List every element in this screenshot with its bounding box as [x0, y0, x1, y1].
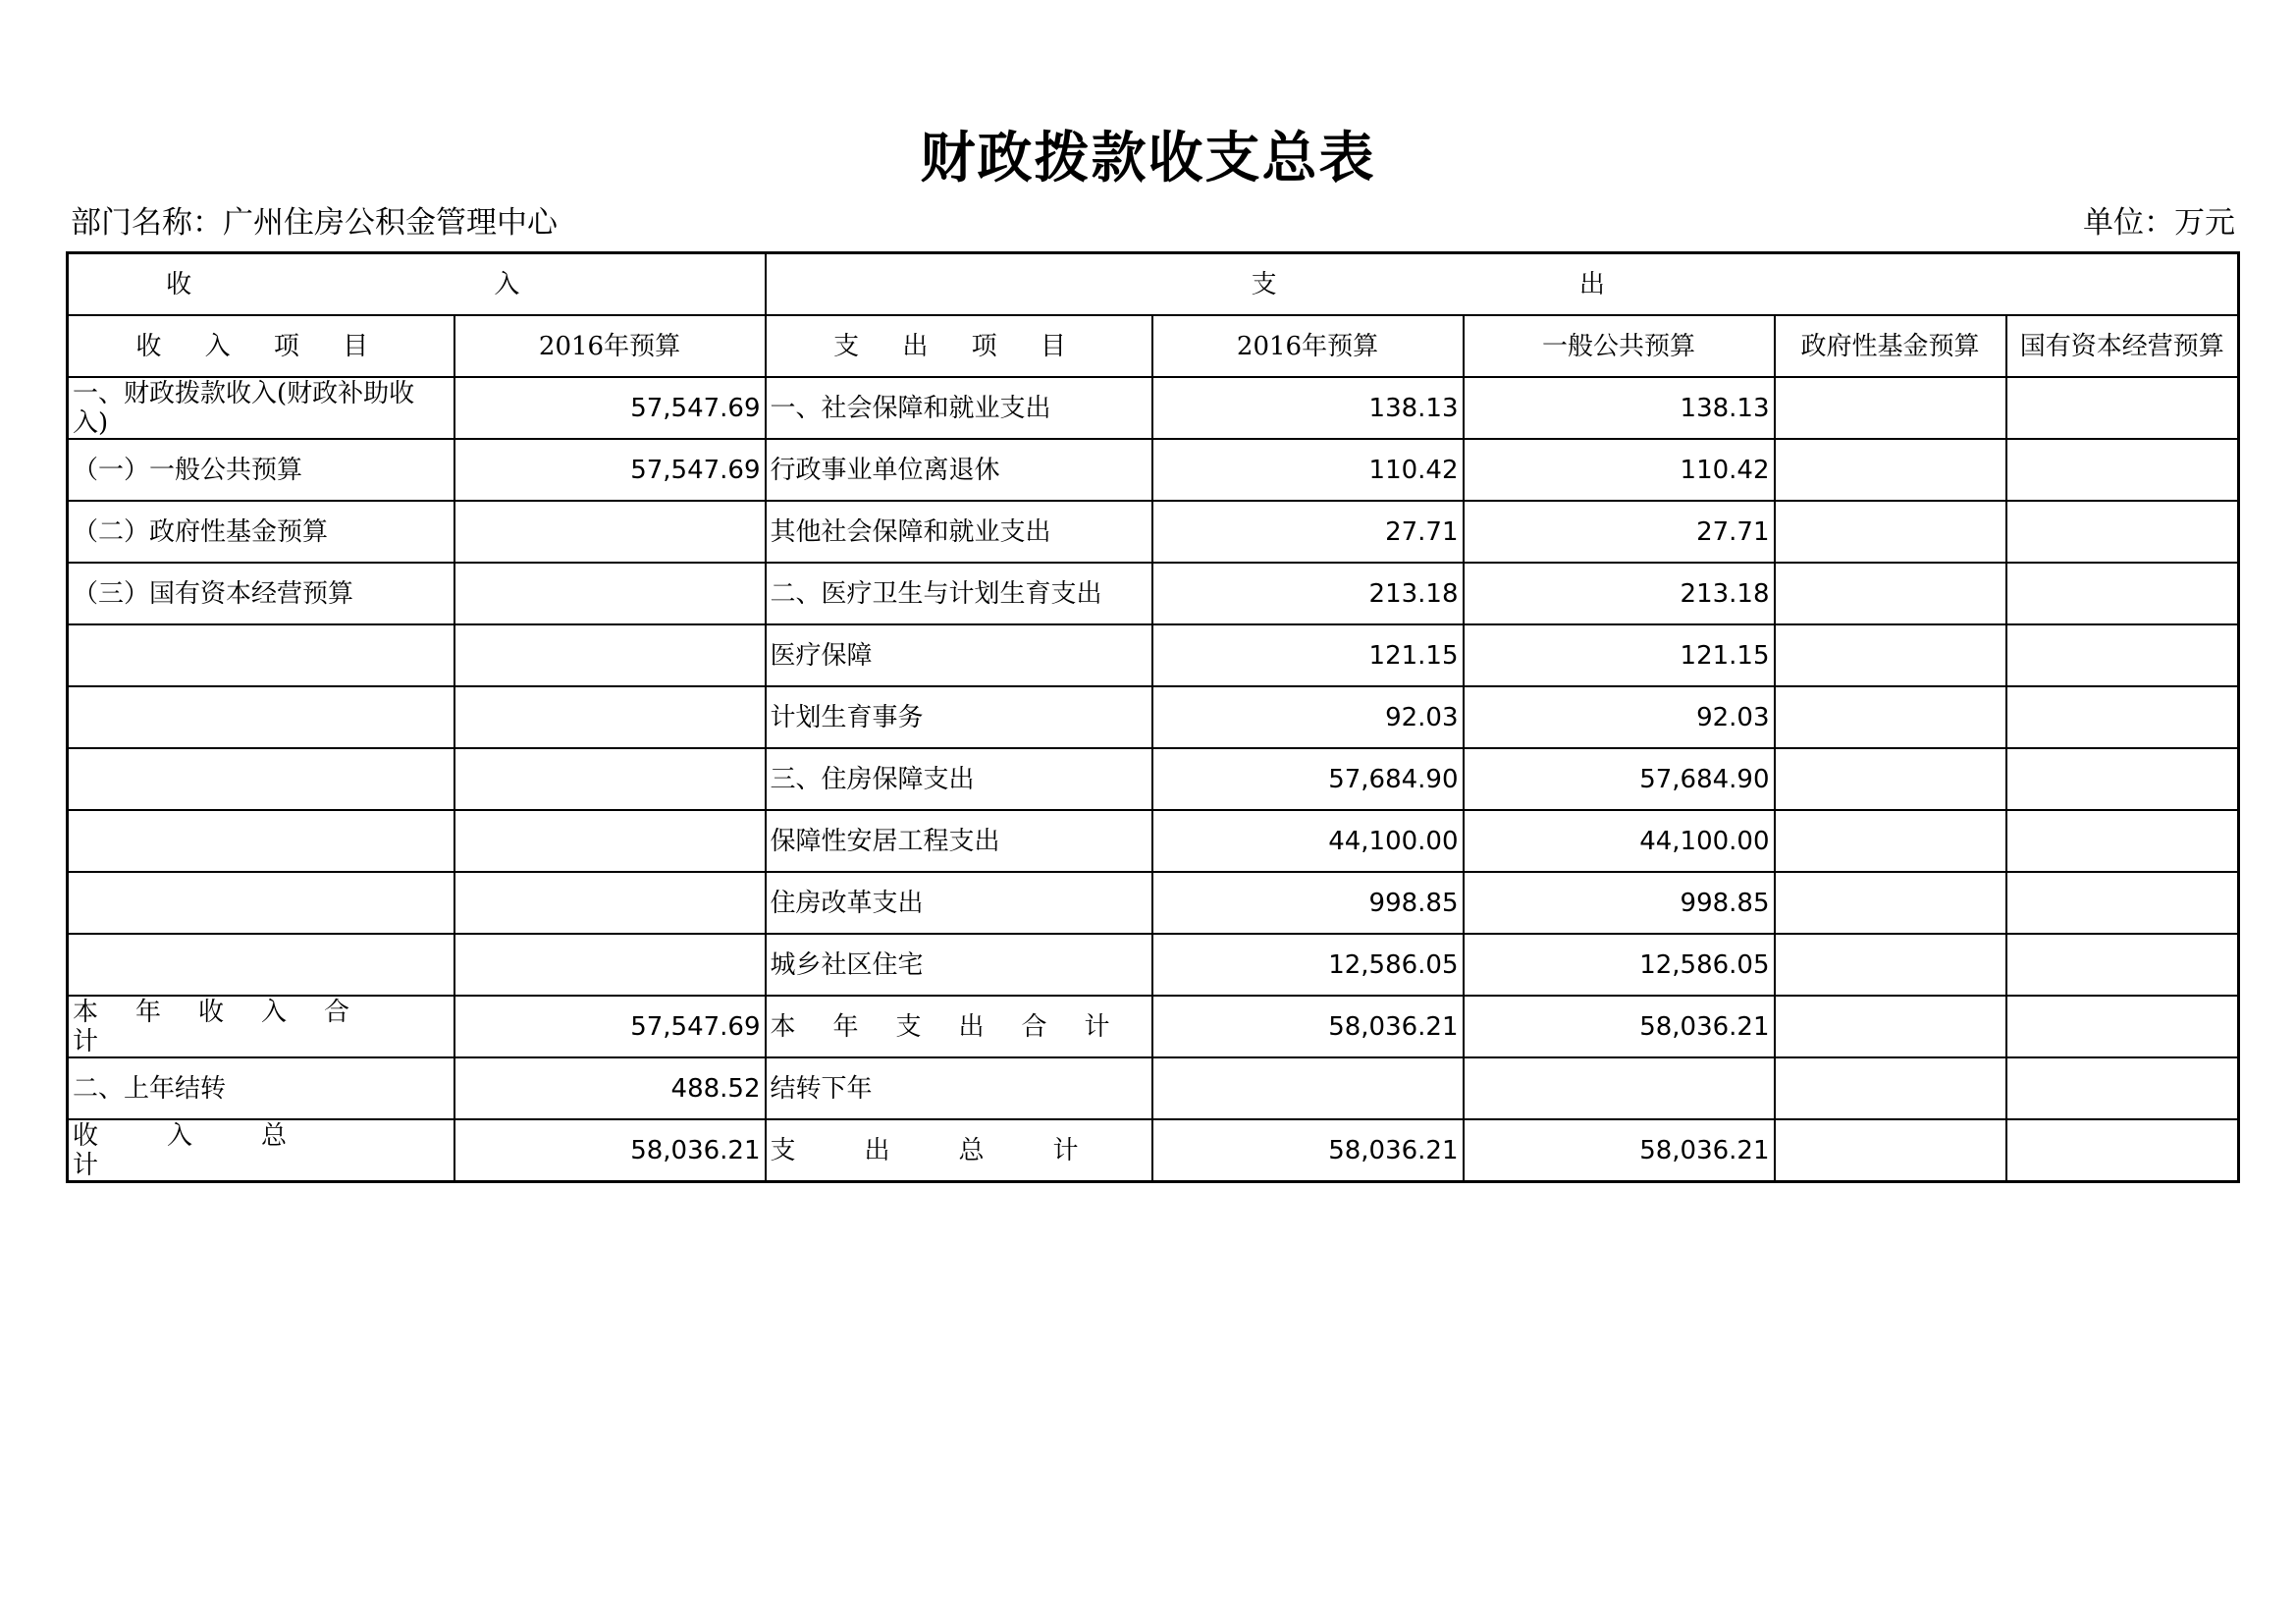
gov-fund-cell	[1775, 501, 2006, 563]
gov-fund-cell	[1775, 439, 2006, 501]
income-item-cell: 本年收入合计	[68, 996, 454, 1057]
gov-fund-cell	[1775, 872, 2006, 934]
general-budget-cell: 58,036.21	[1464, 996, 1775, 1057]
table-row	[68, 686, 2239, 748]
state-capital-cell	[2006, 1119, 2239, 1182]
income-amount-cell	[454, 563, 766, 624]
state-capital-budget-header: 国有资本经营预算	[2006, 315, 2239, 377]
gov-fund-cell	[1775, 996, 2006, 1057]
state-capital-cell	[2006, 563, 2239, 624]
state-capital-cell	[2006, 872, 2239, 934]
expense-amount-cell	[1152, 1057, 1464, 1119]
expense-item-cell: 其他社会保障和就业支出	[766, 501, 1152, 563]
budget-table	[66, 251, 2240, 1183]
gov-fund-cell	[1775, 686, 2006, 748]
state-capital-cell	[2006, 501, 2239, 563]
expense-item-cell: 三、住房保障支出	[766, 748, 1152, 810]
gov-fund-cell	[1775, 563, 2006, 624]
state-capital-cell	[2006, 624, 2239, 686]
income-item-cell: （三）国有资本经营预算	[68, 563, 454, 624]
expense-amount-cell: 998.85	[1152, 872, 1464, 934]
expense-item-cell: 结转下年	[766, 1057, 1152, 1119]
income-amount-cell	[454, 810, 766, 872]
department-name: 部门名称：广州住房公积金管理中心	[71, 205, 558, 241]
income-item-cell	[68, 934, 454, 996]
income-amount-cell: 488.52	[454, 1057, 766, 1119]
expense-amount-cell: 58,036.21	[1152, 1119, 1464, 1182]
income-amount-cell: 57,547.69	[454, 377, 766, 439]
table-row	[68, 1119, 2239, 1182]
gov-fund-cell	[1775, 810, 2006, 872]
general-budget-cell	[1464, 1057, 1775, 1119]
general-budget-cell: 57,684.90	[1464, 748, 1775, 810]
table-row	[68, 377, 2239, 439]
income-item-cell	[68, 748, 454, 810]
income-item-cell	[68, 686, 454, 748]
income-amount-cell	[454, 748, 766, 810]
income-budget-header: 2016年预算	[454, 315, 766, 377]
income-item-cell: （一）一般公共预算	[68, 439, 454, 501]
group-header-row	[68, 253, 2239, 316]
expense-amount-cell: 138.13	[1152, 377, 1464, 439]
expense-amount-cell: 110.42	[1152, 439, 1464, 501]
general-budget-cell: 110.42	[1464, 439, 1775, 501]
expense-item-header: 支 出 项 目	[766, 315, 1152, 377]
income-item-cell: 收入总计	[68, 1119, 454, 1182]
table-row	[68, 563, 2239, 624]
expense-amount-cell: 213.18	[1152, 563, 1464, 624]
expense-amount-cell: 27.71	[1152, 501, 1464, 563]
unit-label: 单位：万元	[2083, 205, 2235, 241]
income-group-header: 收 入	[68, 253, 766, 316]
state-capital-cell	[2006, 1057, 2239, 1119]
income-amount-cell: 58,036.21	[454, 1119, 766, 1182]
income-item-cell	[68, 624, 454, 686]
state-capital-cell	[2006, 377, 2239, 439]
table-row	[68, 624, 2239, 686]
expense-amount-cell: 121.15	[1152, 624, 1464, 686]
expense-item-cell: 保障性安居工程支出	[766, 810, 1152, 872]
income-amount-cell	[454, 501, 766, 563]
expense-budget-header: 2016年预算	[1152, 315, 1464, 377]
general-budget-cell: 213.18	[1464, 563, 1775, 624]
income-amount-cell: 57,547.69	[454, 439, 766, 501]
table-row	[68, 934, 2239, 996]
gov-fund-cell	[1775, 1119, 2006, 1182]
expense-item-cell: 计划生育事务	[766, 686, 1152, 748]
table-row	[68, 439, 2239, 501]
expense-amount-cell: 57,684.90	[1152, 748, 1464, 810]
gov-fund-cell	[1775, 934, 2006, 996]
income-item-cell	[68, 810, 454, 872]
income-amount-cell	[454, 934, 766, 996]
table-row	[68, 748, 2239, 810]
expense-amount-cell: 92.03	[1152, 686, 1464, 748]
expense-amount-cell: 44,100.00	[1152, 810, 1464, 872]
expense-amount-cell: 58,036.21	[1152, 996, 1464, 1057]
state-capital-cell	[2006, 996, 2239, 1057]
gov-fund-budget-header: 政府性基金预算	[1775, 315, 2006, 377]
gov-fund-cell	[1775, 624, 2006, 686]
income-item-cell: （二）政府性基金预算	[68, 501, 454, 563]
general-budget-cell: 58,036.21	[1464, 1119, 1775, 1182]
income-amount-cell: 57,547.69	[454, 996, 766, 1057]
state-capital-cell	[2006, 810, 2239, 872]
expense-item-cell: 支出总计	[766, 1119, 1152, 1182]
income-item-cell: 二、上年结转	[68, 1057, 454, 1119]
expense-item-cell: 城乡社区住宅	[766, 934, 1152, 996]
general-budget-cell: 92.03	[1464, 686, 1775, 748]
expense-item-cell: 行政事业单位离退休	[766, 439, 1152, 501]
income-amount-cell	[454, 686, 766, 748]
income-amount-cell	[454, 872, 766, 934]
expense-item-cell: 住房改革支出	[766, 872, 1152, 934]
state-capital-cell	[2006, 439, 2239, 501]
general-budget-cell: 138.13	[1464, 377, 1775, 439]
table-row	[68, 810, 2239, 872]
general-budget-cell: 121.15	[1464, 624, 1775, 686]
state-capital-cell	[2006, 686, 2239, 748]
gov-fund-cell	[1775, 748, 2006, 810]
table-row	[68, 1057, 2239, 1119]
table-row	[68, 996, 2239, 1057]
expense-group-header: 支 出	[766, 253, 2239, 316]
general-budget-cell: 44,100.00	[1464, 810, 1775, 872]
general-budget-cell: 27.71	[1464, 501, 1775, 563]
expense-amount-cell: 12,586.05	[1152, 934, 1464, 996]
state-capital-cell	[2006, 934, 2239, 996]
general-budget-header: 一般公共预算	[1464, 315, 1775, 377]
expense-item-cell: 一、社会保障和就业支出	[766, 377, 1152, 439]
gov-fund-cell	[1775, 377, 2006, 439]
general-budget-cell: 998.85	[1464, 872, 1775, 934]
income-item-header: 收 入 项 目	[68, 315, 454, 377]
income-amount-cell	[454, 624, 766, 686]
expense-item-cell: 医疗保障	[766, 624, 1152, 686]
column-header-row	[68, 315, 2239, 377]
expense-item-cell: 二、医疗卫生与计划生育支出	[766, 563, 1152, 624]
page-title: 财政拨款收支总表	[920, 127, 1376, 190]
general-budget-cell: 12,586.05	[1464, 934, 1775, 996]
state-capital-cell	[2006, 748, 2239, 810]
income-item-cell	[68, 872, 454, 934]
table-row	[68, 872, 2239, 934]
gov-fund-cell	[1775, 1057, 2006, 1119]
expense-item-cell: 本年支出合计	[766, 996, 1152, 1057]
income-item-cell: 一、财政拨款收入(财政补助收入)	[68, 377, 454, 439]
table-row	[68, 501, 2239, 563]
